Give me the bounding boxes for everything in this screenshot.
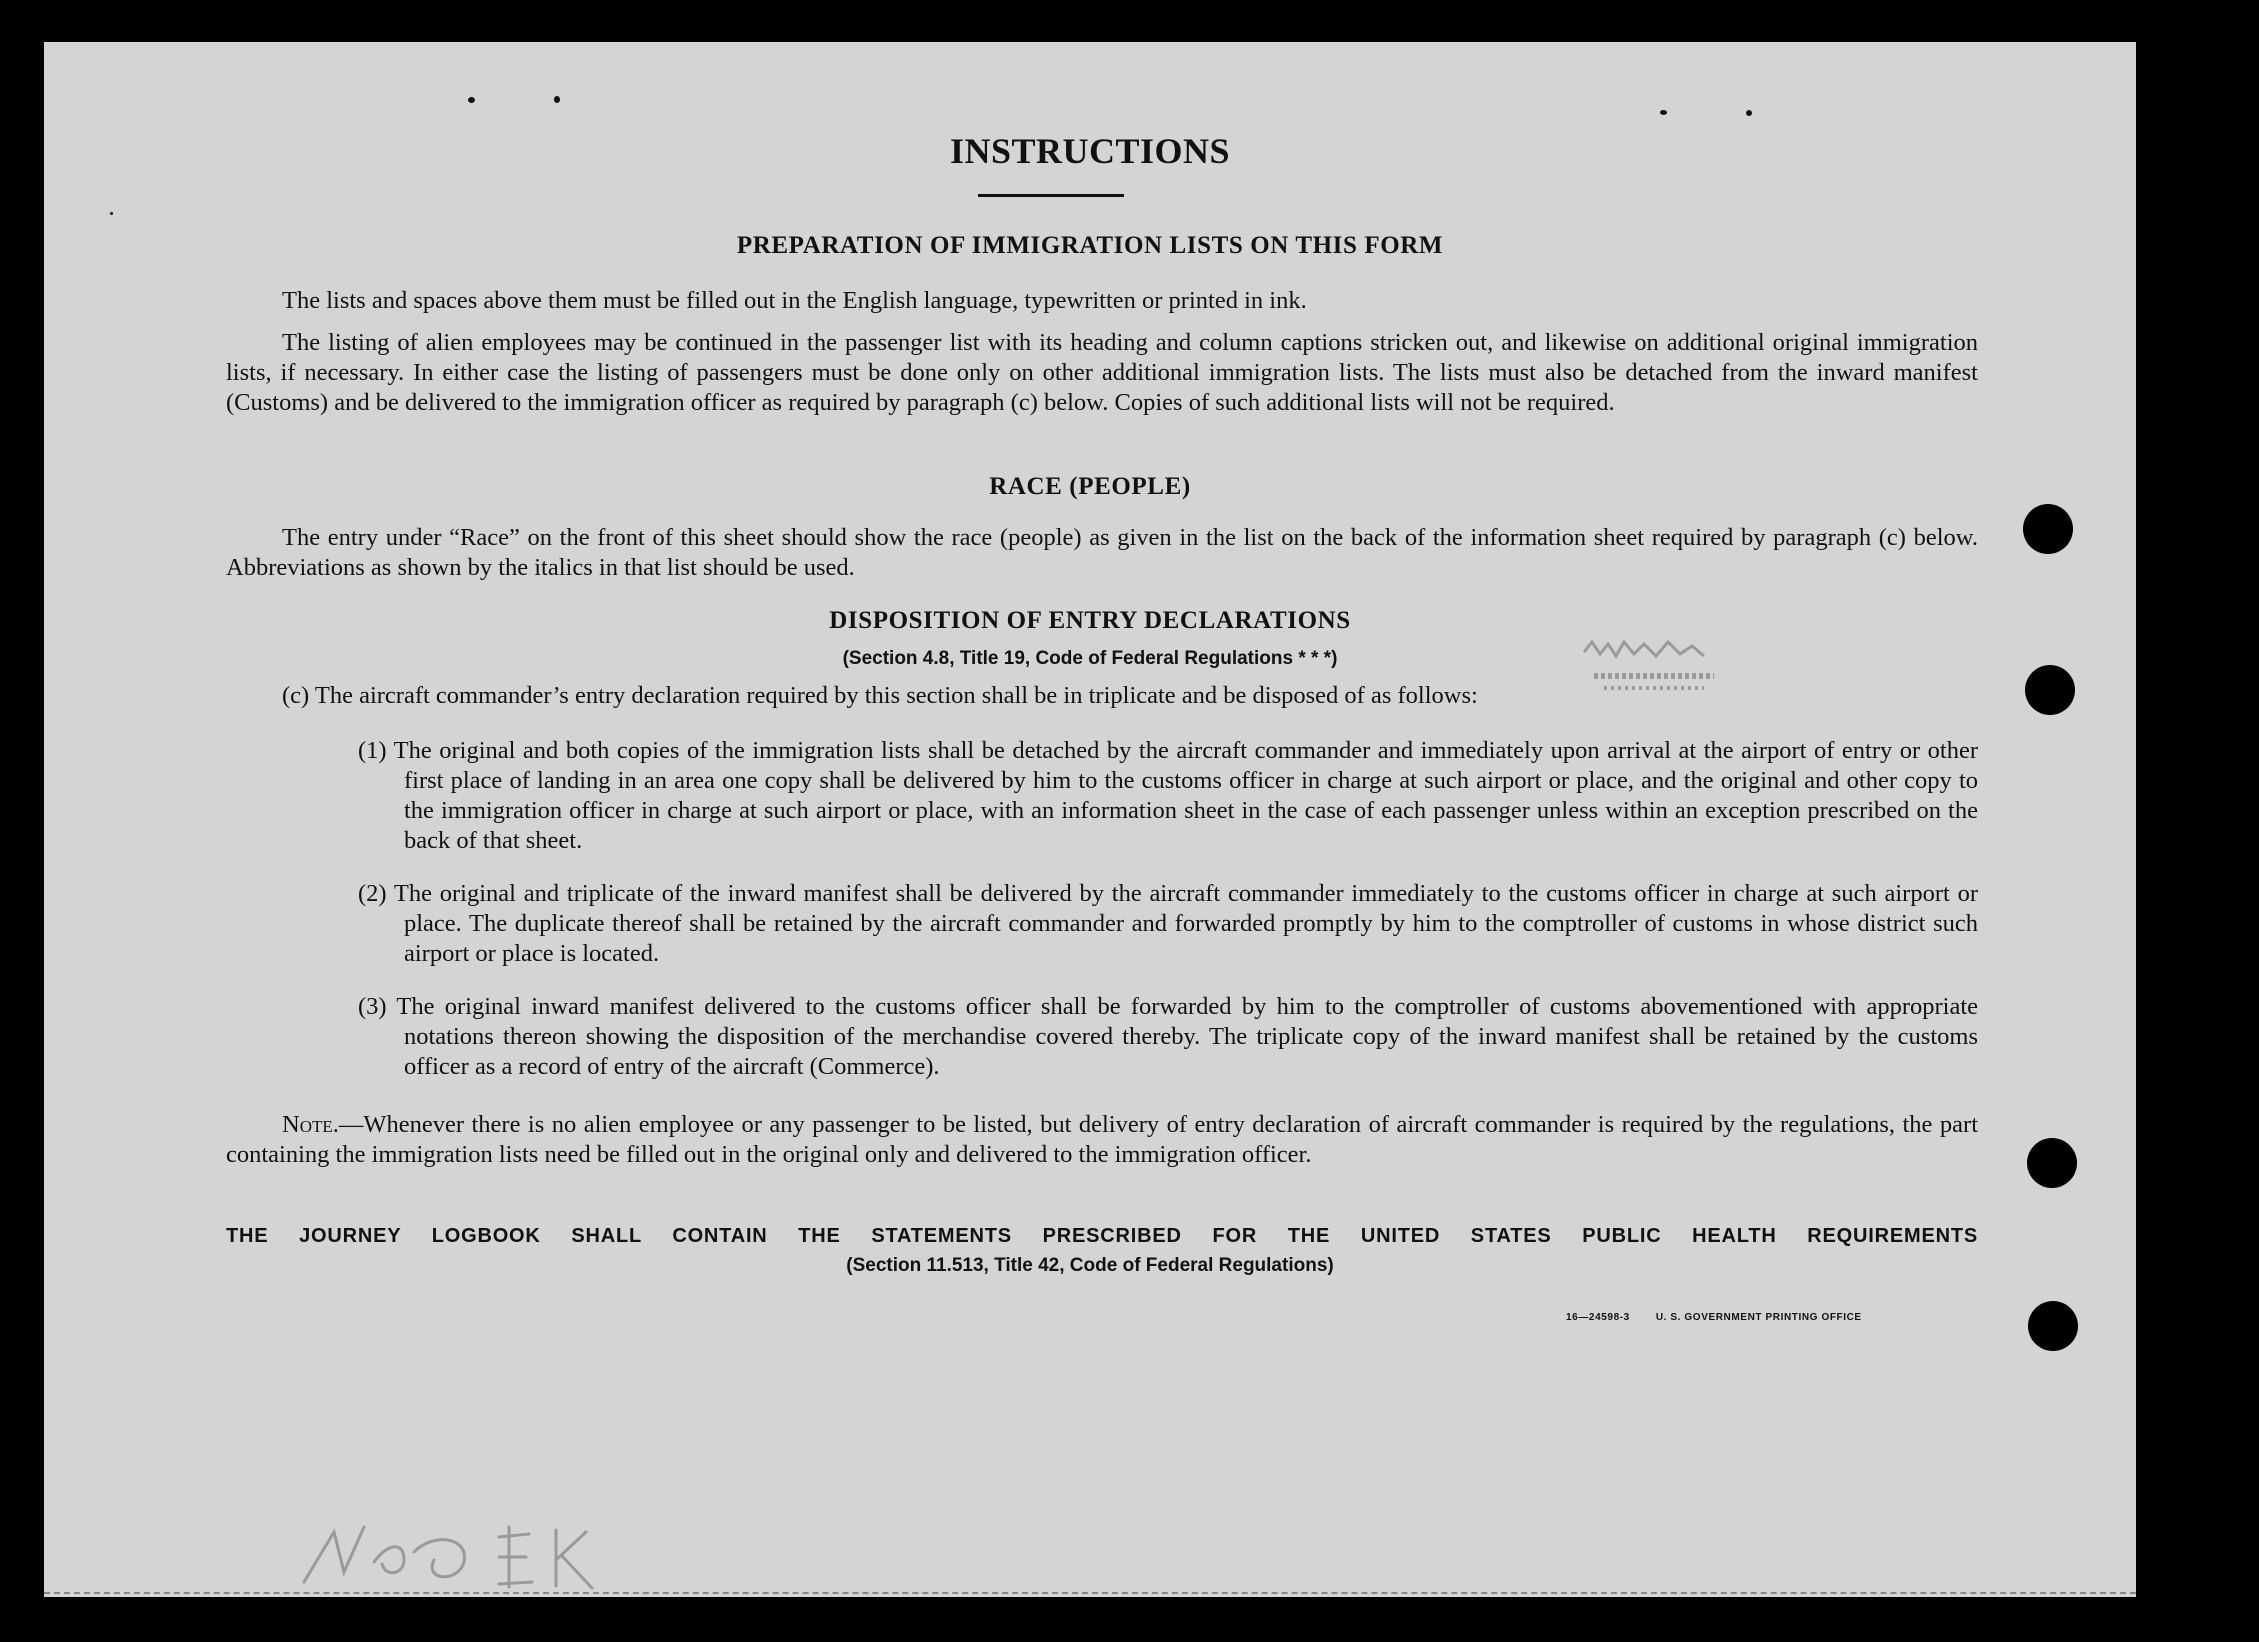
- note-paragraph: [226, 1110, 1978, 1170]
- section-heading-disposition: DISPOSITION OF ENTRY DECLARATIONS: [829, 607, 1351, 634]
- faded-stamp-mark: [1564, 632, 1734, 712]
- printer-name: U. S. GOVERNMENT PRINTING OFFICE: [1655, 1312, 1862, 1323]
- section-heading-preparation: PREPARATION OF IMMIGRATION LISTS ON THIS FORM: [736, 232, 1444, 259]
- pencil-handwritten-notation: [294, 1502, 624, 1602]
- page-title: INSTRUCTIONS: [949, 131, 1231, 171]
- form-number: 16—24598-3: [1566, 1312, 1630, 1323]
- section-heading-race: RACE (PEOPLE): [989, 473, 1191, 500]
- punch-hole: [2023, 504, 2073, 554]
- dust-speck: [1746, 110, 1752, 116]
- dust-speck: [1660, 110, 1667, 115]
- punch-hole: [2028, 1301, 2078, 1351]
- punch-hole: [2027, 1138, 2077, 1188]
- list-item-3: (3) The original inward manifest delivered to the customs officer shall be forwarded by him to the comptroller of customs abovementioned with appropriate notations thereon showing the disposition of the merchandise covered thereby. The triplicate copy of the inward manifest shall be retained by the customs officer as a record of entry of the aircraft (Commerce).: [358, 993, 1978, 1080]
- document-sheet: [44, 42, 2136, 1597]
- dust-speck: [468, 97, 475, 103]
- paper-bottom-edge: [44, 1592, 2136, 1599]
- note-text: —Whenever there is no alien employee or any passenger to be listed, but delivery of entry declaration of aircraft commander is required by the regulations, the part containing the immigration lists need be filled out in the original only and delivered to the immigration officer.: [226, 1111, 1978, 1168]
- paragraph-race: The entry under “Race” on the front of this sheet should show the race (people) as given in the list on the back of the information sheet required by paragraph (c) below. Abbreviations as shown by the italics in that list should be used.: [226, 524, 1978, 581]
- note-label: Note.: [282, 1111, 339, 1138]
- health-requirements-line: THE JOURNEY LOGBOOK SHALL CONTAIN THE STATEMENTS PRESCRIBED FOR THE UNITED STATES PUBLIC HEALTH REQUIREMENTS: [226, 1225, 1978, 1247]
- paragraph-alien-employees: The listing of alien employees may be continued in the passenger list with its heading and column captions stricken out, and likewise on additional original immigration lists, if necessary. In either case the listing of passengers must be done only on other additional immigration lists. The lists must also be detached from the inward manifest (Customs) and be delivered to the immigration officer as required by paragraph (c) below. Copies of such additional lists will not be required.: [226, 329, 1978, 416]
- dust-speck: [110, 212, 113, 215]
- list-item-1: (1) The original and both copies of the immigration lists shall be detached by the aircraft commander and immediately upon arrival at the airport of entry or other first place of landing in an area one copy shall be delivered by him to the customs officer in charge at such airport or place, and the original and other copy to the immigration officer in charge at such airport or place, with an information sheet in the case of each passenger unless within an exception prescribed on the back of that sheet.: [358, 737, 1978, 854]
- punch-hole: [2025, 665, 2075, 715]
- printer-imprint: [1566, 1312, 1888, 1323]
- paragraph-language: The lists and spaces above them must be filled out in the English language, typewritten or printed in ink.: [282, 287, 1307, 314]
- title-underline: [978, 194, 1124, 197]
- paragraph-c-intro: (c) The aircraft commander’s entry declaration required by this section shall be in triplicate and be disposed of as follows:: [282, 682, 1478, 709]
- citation-title-42: (Section 11.513, Title 42, Code of Federal Regulations): [846, 1255, 1334, 1276]
- list-item-2: (2) The original and triplicate of the inward manifest shall be delivered by the aircraft commander immediately to the customs officer in charge at such airport or place. The duplicate thereof shall be retained by the aircraft commander and forwarded promptly by him to the comptroller of customs in whose district such airport or place is located.: [358, 880, 1978, 967]
- citation-title-19: (Section 4.8, Title 19, Code of Federal Regulations * * *): [842, 648, 1338, 669]
- dust-speck: [554, 96, 560, 103]
